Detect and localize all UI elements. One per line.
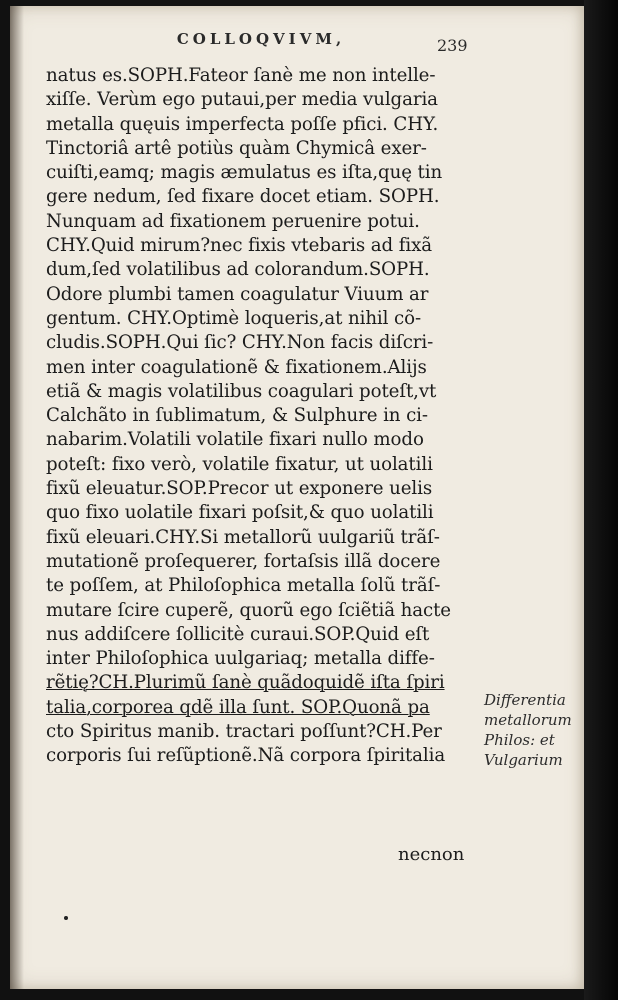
text-line: cto Spiritus manib. tractari poſſunt?CH.Per <box>46 721 442 743</box>
margin-note-line: metallorum <box>484 711 572 729</box>
text-line: te poſſem, at Philoſophica metalla ſolũ trãſ- <box>46 575 441 597</box>
text-line: Nunquam ad fixationem peruenire potui. <box>46 210 420 232</box>
text-line: CHY.Quid mirum?nec fixis vtebaris ad fixã <box>46 235 433 257</box>
text-line: inter Philoſophica uulgariaq; metalla diffe- <box>46 648 435 670</box>
text-line: quo fixo uolatile fixari poſsit,& quo uolatili <box>46 502 434 524</box>
margin-note-line: Differentia <box>484 691 566 709</box>
gutter-shadow <box>10 6 24 989</box>
text-line: natus es.SOPH.Fateor ſanè me non intelle- <box>46 65 436 86</box>
text-line: etiã & magis volatilibus coagulari poteſt,vt <box>46 380 437 402</box>
handwritten-margin-note <box>484 690 584 770</box>
text-line: mutare ſcire cuperẽ, quorũ ego ſciẽtiã hacte <box>46 599 451 621</box>
margin-note-line: Philos: et <box>484 731 555 749</box>
text-line: cludis.SOPH.Qui ſic? CHY.Non facis diſcri- <box>46 332 434 354</box>
text-line: cuiſti,eamq; magis æmulatus es iſta,quę tin <box>46 162 443 184</box>
margin-note-line: Vulgarium <box>484 751 563 769</box>
text-line: men inter coagulationẽ & fixationem.Alijs <box>46 356 427 378</box>
text-line: Odore plumbi tamen coagulatur Viuum ar <box>46 283 429 305</box>
text-line: gentum. CHY.Optimè loqueris,at nihil cõ- <box>46 307 422 329</box>
text-line: corporis ſui reſũptionẽ.Nã corpora ſpiritalia <box>46 745 446 767</box>
text-line: Tinctoriâ artê potiùs quàm Chymicâ exer- <box>46 137 427 159</box>
text-line: nabarim.Volatili volatile fixari nullo modo <box>46 429 424 451</box>
text-line: dum,ſed volatilibus ad colorandum.SOPH. <box>46 259 430 281</box>
text-line: metalla quęuis imperfecta poſſe pfici. CHY. <box>46 113 439 135</box>
text-line: fixũ eleuari.CHY.Si metallorũ uulgariũ trãſ- <box>46 526 440 548</box>
running-head: COLLOQVIVM, <box>176 30 346 48</box>
scan-right-edge <box>584 0 618 1000</box>
text-line: fixũ eleuatur.SOP.Precor ut exponere uelis <box>46 478 433 500</box>
body-text <box>46 64 486 769</box>
text-line: rẽtię?CH.Plurimũ ſanè quãdoquidẽ iſta ſpiri <box>46 672 445 694</box>
page-number: 239 <box>437 36 468 55</box>
text-line: mutationẽ proſequerer, fortaſsis illã docere <box>46 550 441 572</box>
text-line: talia,corporea qdẽ illa ſunt. SOP.Quonã pa <box>46 696 430 718</box>
text-line: nus addiſcere ſollicitè curaui.SOP.Quid eſt <box>46 623 430 645</box>
ink-speck <box>64 916 68 920</box>
text-line: xiſſe. Verùm ego putaui,per media vulgaria <box>46 89 438 111</box>
text-line: poteſt: fixo verò, volatile fixatur, ut uolatili <box>46 453 433 475</box>
text-line: Calchãto in ſublimatum, & Sulphure in ci- <box>46 405 428 427</box>
catchword: necnon <box>398 844 465 865</box>
text-line: gere nedum, ſed fixare docet etiam. SOPH. <box>46 186 440 208</box>
